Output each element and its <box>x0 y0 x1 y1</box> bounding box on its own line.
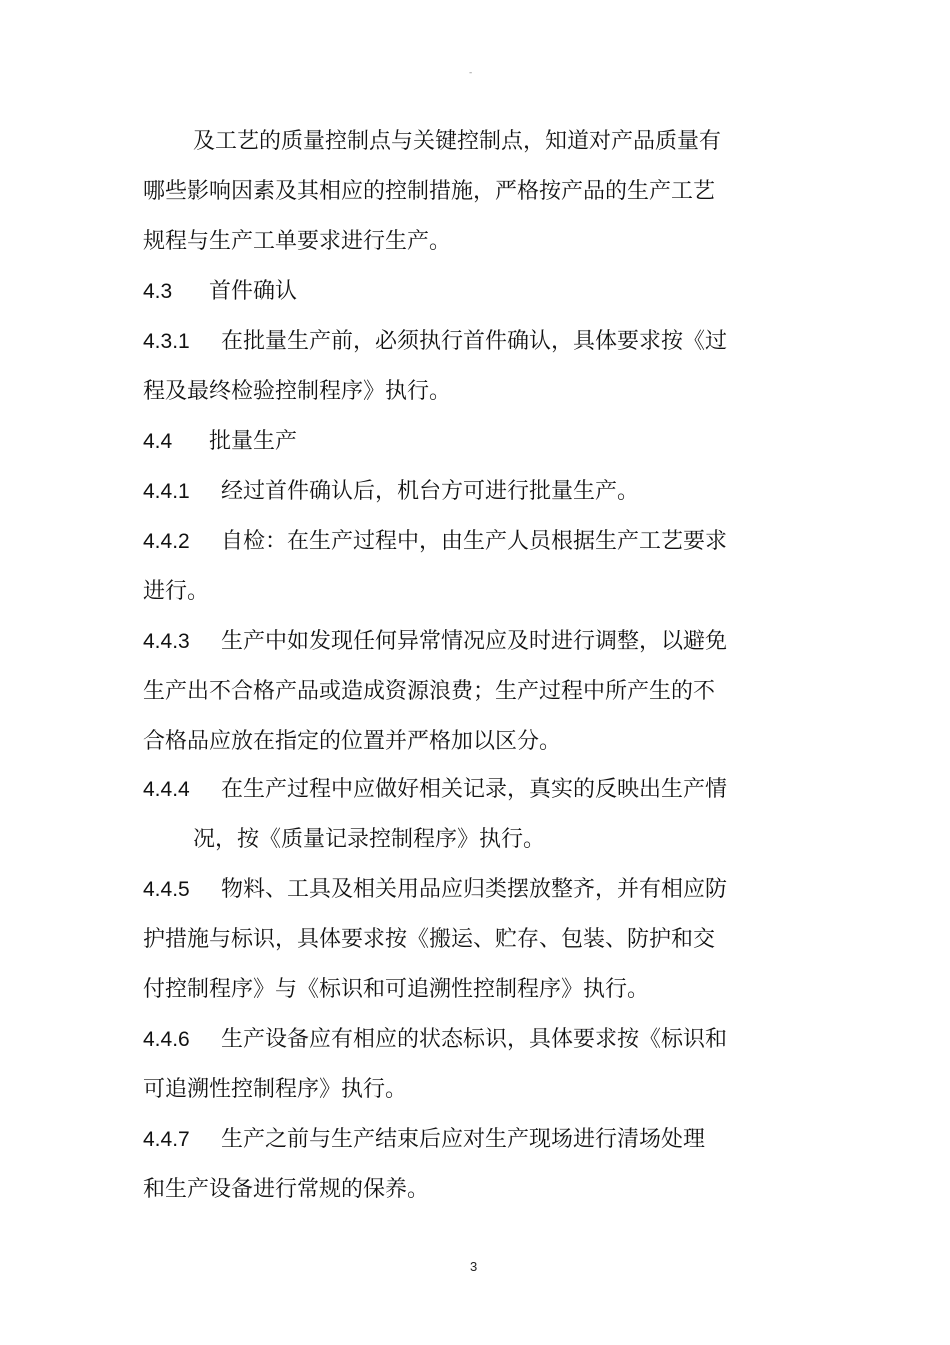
clause-number: 4.4.4 <box>143 778 190 801</box>
header-mark: - <box>469 68 473 78</box>
clause-line <box>143 777 727 803</box>
clause-number: 4.4.3 <box>143 630 190 653</box>
clause-line <box>143 1027 727 1053</box>
paragraph-line <box>193 129 721 155</box>
clause-number: 4.4.1 <box>143 480 190 503</box>
clause-line <box>143 529 727 555</box>
line-text: 在批量生产前，必须执行首件确认，具体要求按《过 <box>221 329 728 354</box>
paragraph-line <box>143 679 715 705</box>
line-text: 合格品应放在指定的位置并严格加以区分。 <box>143 729 562 754</box>
clause-line <box>143 877 727 903</box>
line-text: 付控制程序》与《标识和可追溯性控制程序》执行。 <box>143 977 650 1002</box>
clause-number: 4.4.7 <box>143 1128 190 1151</box>
line-text: 规程与生产工单要求进行生产。 <box>143 229 452 254</box>
page-number: 3 <box>470 1259 478 1274</box>
line-text: 生产出不合格产品或造成资源浪费；生产过程中所产生的不 <box>143 679 716 704</box>
paragraph-line <box>193 827 545 853</box>
section-title: 批量生产 <box>209 429 298 454</box>
paragraph-line <box>143 977 649 1003</box>
line-text: 哪些影响因素及其相应的控制措施，严格按产品的生产工艺 <box>143 179 716 204</box>
clause-line <box>143 629 727 655</box>
line-text: 经过首件确认后，机台方可进行批量生产。 <box>221 479 640 504</box>
line-text: 程及最终检验控制程序》执行。 <box>143 379 452 404</box>
line-text: 自检：在生产过程中，由生产人员根据生产工艺要求 <box>221 529 728 554</box>
section-heading <box>143 429 297 455</box>
clause-number: 4.4.6 <box>143 1028 190 1051</box>
paragraph-line <box>143 729 561 755</box>
clause-number: 4.3.1 <box>143 330 190 353</box>
section-number: 4.4 <box>143 430 173 453</box>
paragraph-line <box>143 579 209 605</box>
paragraph-line <box>143 179 715 205</box>
line-text: 及工艺的质量控制点与关键控制点，知道对产品质量有 <box>193 129 722 154</box>
line-text: 护措施与标识，具体要求按《搬运、贮存、包装、防护和交 <box>143 927 716 952</box>
clause-line <box>143 479 639 505</box>
section-heading <box>143 279 297 305</box>
section-title: 首件确认 <box>209 279 298 304</box>
clause-line <box>143 1127 705 1153</box>
line-text: 和生产设备进行常规的保养。 <box>143 1177 430 1202</box>
line-text: 况，按《质量记录控制程序》执行。 <box>193 827 546 852</box>
line-text: 生产设备应有相应的状态标识，具体要求按《标识和 <box>221 1027 728 1052</box>
paragraph-line <box>143 1177 429 1203</box>
line-text: 可追溯性控制程序》执行。 <box>143 1077 408 1102</box>
section-number: 4.3 <box>143 280 173 303</box>
clause-line <box>143 329 727 355</box>
paragraph-line <box>143 1077 407 1103</box>
paragraph-line <box>143 229 451 255</box>
clause-number: 4.4.5 <box>143 878 190 901</box>
line-text: 在生产过程中应做好相关记录，真实的反映出生产情 <box>221 777 728 802</box>
line-text: 生产中如发现任何异常情况应及时进行调整，以避免 <box>221 629 728 654</box>
line-text: 生产之前与生产结束后应对生产现场进行清场处理 <box>221 1127 706 1152</box>
paragraph-line <box>143 379 451 405</box>
line-text: 物料、工具及相关用品应归类摆放整齐，并有相应防 <box>221 877 728 902</box>
clause-number: 4.4.2 <box>143 530 190 553</box>
paragraph-line <box>143 927 715 953</box>
line-text: 进行。 <box>143 579 210 604</box>
